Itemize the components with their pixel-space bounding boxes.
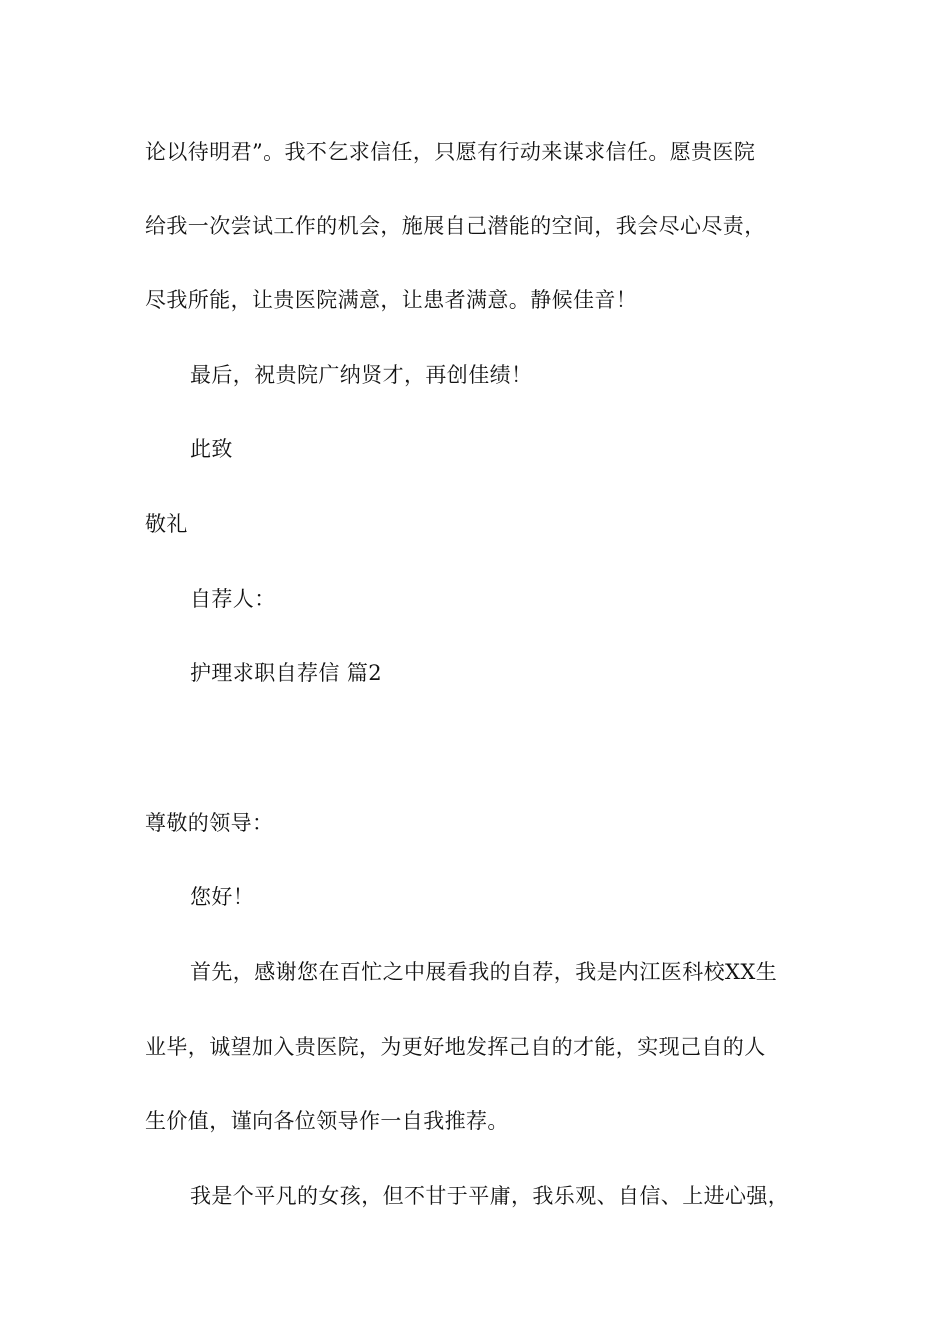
greeting-line: 尊敬的领导： bbox=[145, 811, 274, 835]
paragraph-line: 业毕，诚望加入贵医院，为更好地发挥己自的才能，实现己自的人 bbox=[145, 1035, 766, 1059]
salutation-line: 敬礼 bbox=[145, 512, 188, 536]
paragraph-line: 我是个平凡的女孩，但不甘于平庸，我乐观、自信、上进心强， bbox=[190, 1184, 790, 1208]
paragraph-line: 论以待明君”。我不乞求信任，只愿有行动来谋求信任。愿贵医院 bbox=[145, 140, 756, 164]
closing-wish-line: 最后，祝贵院广纳贤才，再创佳绩！ bbox=[190, 363, 533, 387]
greeting-line: 您好！ bbox=[190, 885, 255, 909]
signature-line: 自荐人： bbox=[190, 587, 276, 611]
salutation-line: 此致 bbox=[190, 437, 233, 461]
paragraph-line: 首先，感谢您在百忙之中展看我的自荐，我是内江医科校XX生 bbox=[190, 960, 778, 984]
section-heading: 护理求职自荐信 篇2 bbox=[190, 661, 383, 685]
paragraph-line: 生价值，谨向各位领导作一自我推荐。 bbox=[145, 1109, 509, 1133]
paragraph-line: 尽我所能，让贵医院满意，让患者满意。静候佳音！ bbox=[145, 288, 638, 312]
paragraph-line: 给我一次尝试工作的机会，施展自己潜能的空间，我会尽心尽责， bbox=[145, 214, 766, 238]
